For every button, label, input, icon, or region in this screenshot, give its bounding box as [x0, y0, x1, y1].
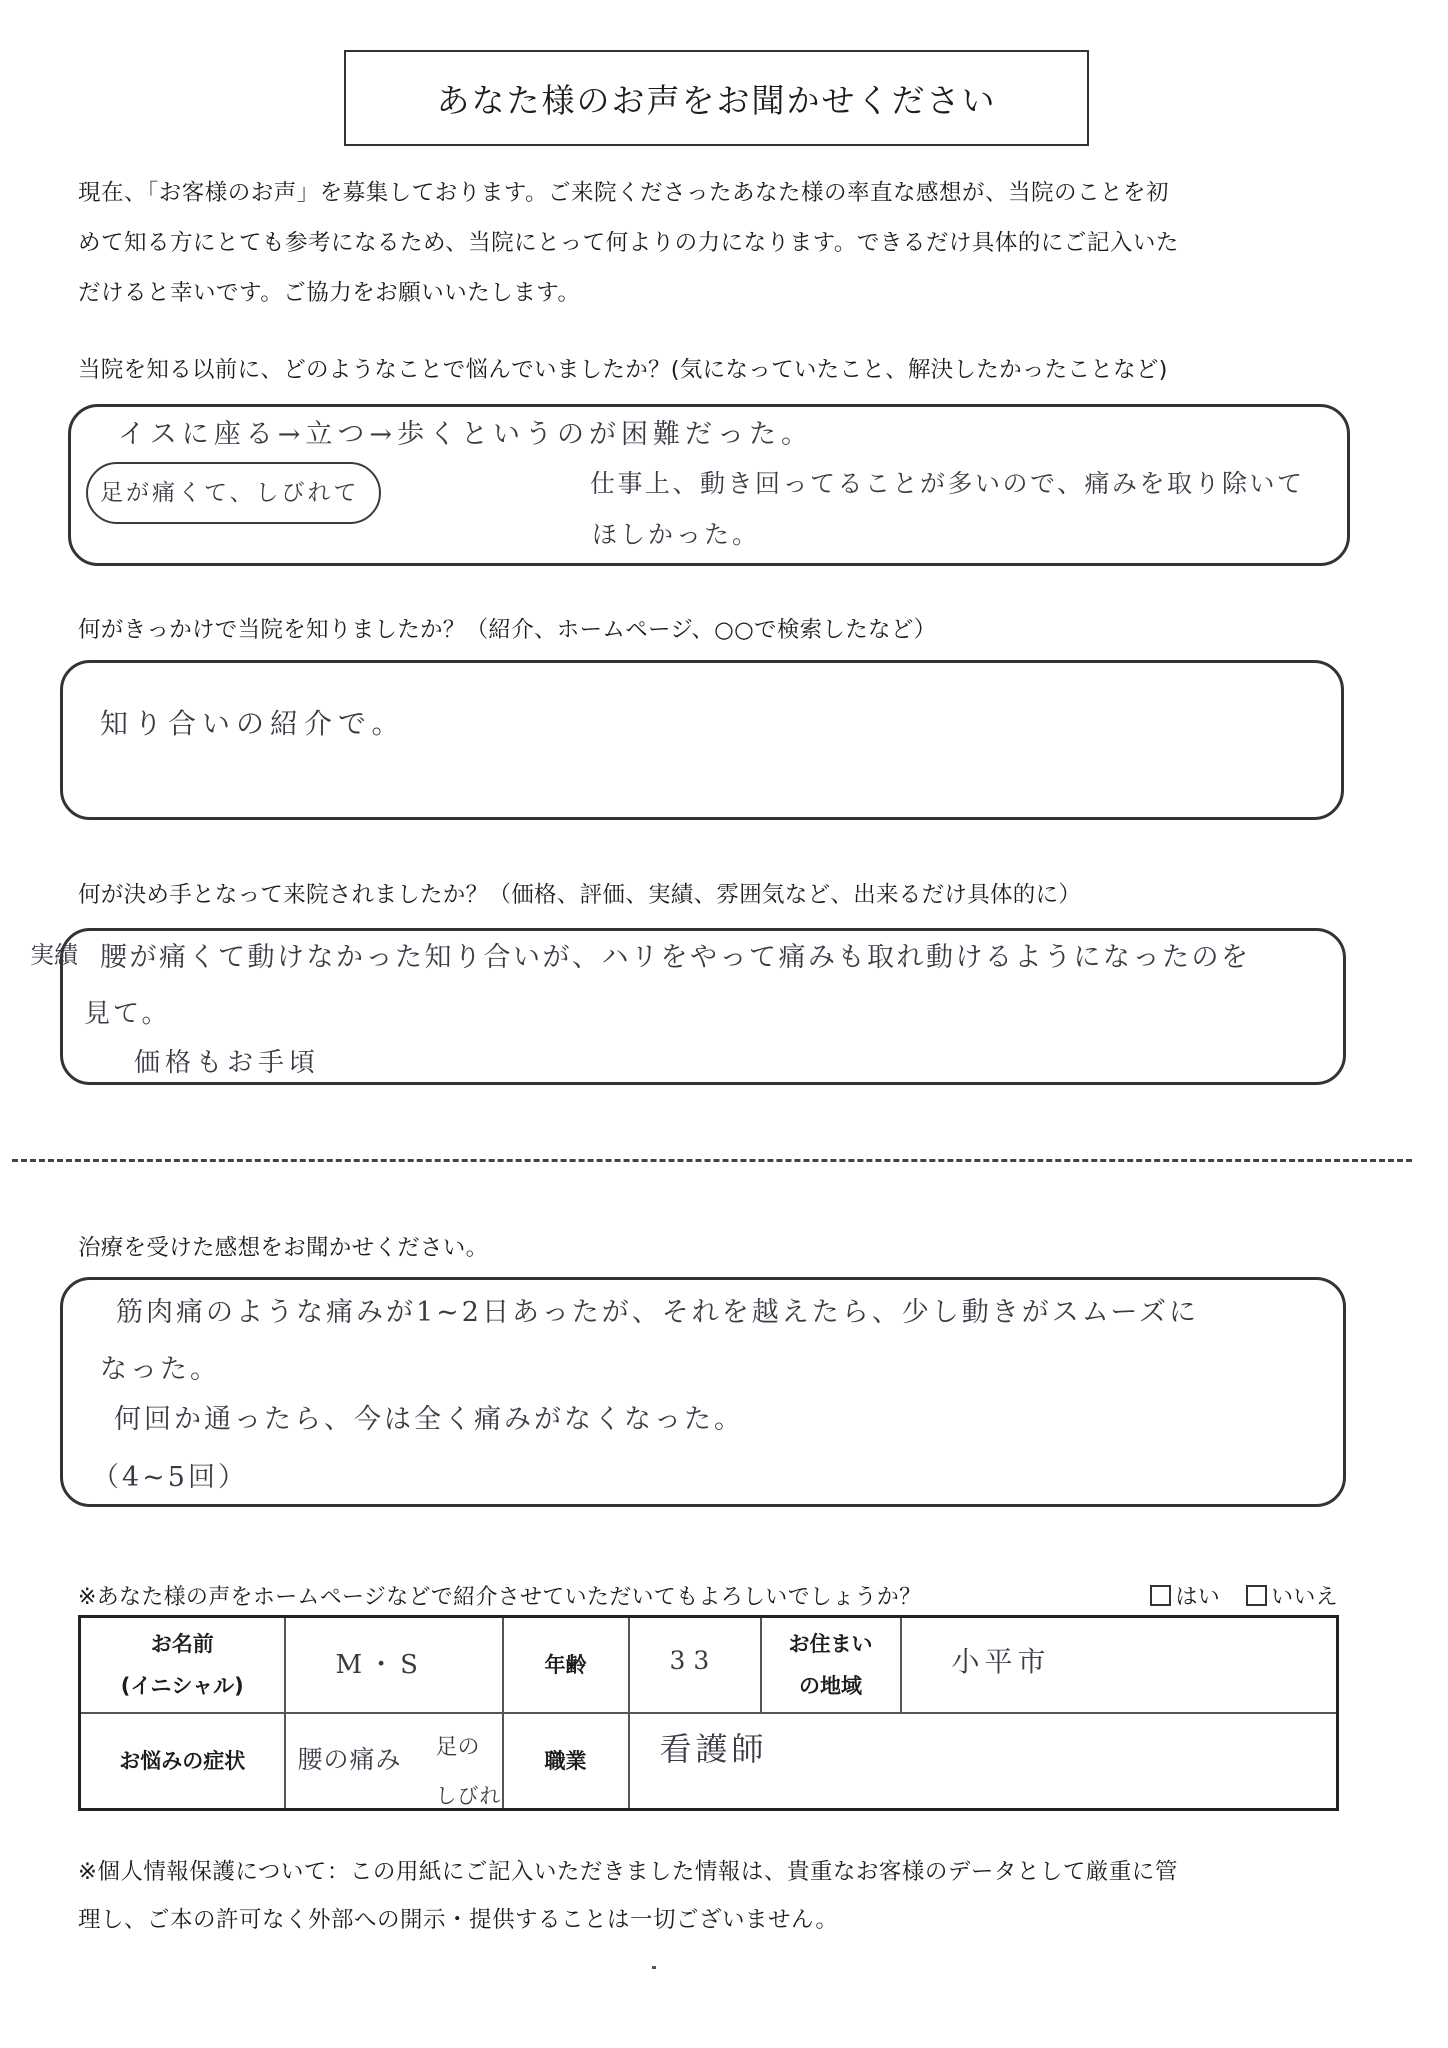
name-field[interactable] — [285, 1617, 503, 1713]
privacy-line: ※個人情報保護について：この用紙にご記入いただきました情報は、貴重なお客様のデータとして厳重に管 — [78, 1859, 1178, 1885]
answer-3-line-2: 見て。 — [84, 999, 171, 1029]
answer-3-line-1: 腰が痛くて動けなかった知り合いが、ハリをやって痛みも取れ動けるようになったのを — [100, 942, 1251, 973]
answer-3-line-3: 価格もお手頃 — [134, 1048, 321, 1078]
area-label: お住まい の地域 — [761, 1617, 901, 1713]
intro-line: 現在、「お客様のお声」を募集しております。ご来院くださったあなた様の率直な感想が、当院のことを初 — [78, 180, 1169, 206]
name-label: お名前 (イニシャル) — [80, 1617, 285, 1713]
section-divider — [12, 1159, 1412, 1162]
intro-line: めて知る方にとても参考になるため、当院にとって何よりの力になります。できるだけ具体的にご記入いた — [78, 230, 1179, 256]
answer-4-line-2: なった。 — [100, 1354, 220, 1385]
job-label: 職業 — [503, 1713, 629, 1810]
form-title: あなた様のお声をお聞かせください — [344, 50, 1089, 146]
symptom-field[interactable] — [285, 1713, 503, 1810]
consent-question: ※あなた様の声をホームページなどで紹介させていただいてもよろしいでしょうか？ — [78, 1585, 922, 1610]
answer-1-line-2: 仕事上、動き回ってることが多いので、痛みを取り除いて — [590, 469, 1305, 498]
question-2: 何がきっかけで当院を知りましたか？（紹介、ホームページ、○○で検索したなど） — [78, 617, 937, 643]
consent-yes-option[interactable] — [1150, 1580, 1220, 1611]
consent-yes-label: はい — [1175, 1585, 1221, 1610]
privacy-note — [78, 1848, 1350, 1944]
question-4: 治療を受けた感想をお聞かせください。 — [78, 1235, 489, 1261]
privacy-line: 理し、ご本の許可なく外部への開示・提供することは一切ございません。 — [78, 1907, 839, 1933]
question-1: 当院を知る以前に、どのようなことで悩んでいましたか？(気になっていたこと、解決したかったことなど) — [78, 357, 1168, 383]
intro-paragraph — [78, 168, 1358, 318]
symptom-value-2: 足の — [435, 1734, 480, 1760]
consent-no-option[interactable] — [1246, 1580, 1338, 1611]
scan-speck — [652, 1966, 656, 1969]
no-checkbox[interactable] — [1246, 1585, 1267, 1606]
symptom-value-3: しびれ — [435, 1783, 502, 1808]
answer-4-line-4: （4~5回） — [92, 1462, 248, 1493]
area-field[interactable] — [901, 1617, 1338, 1713]
area-value: 小平市 — [951, 1645, 1051, 1678]
job-value: 看護師 — [659, 1729, 768, 1768]
answer-1-line-1: イスに座る→立つ→歩くというのが困難だった。 — [118, 419, 813, 450]
age-value: 33 — [669, 1646, 718, 1675]
age-field[interactable] — [629, 1617, 761, 1713]
symptom-label: お悩みの症状 — [80, 1713, 285, 1810]
age-label: 年齢 — [503, 1617, 629, 1713]
answer-1-line-3: ほしかった。 — [592, 520, 761, 549]
name-value: M・S — [335, 1650, 424, 1680]
symptom-value-1: 腰の痛み — [297, 1744, 402, 1774]
question-3: 何が決め手となって来院されましたか？（価格、評価、実績、雰囲気など、出来るだけ具体的に） — [78, 882, 1082, 908]
publish-consent — [78, 1580, 1338, 1611]
job-field[interactable] — [629, 1713, 1338, 1810]
intro-line: だけると幸いです。ご協力をお願いいたします。 — [78, 280, 581, 306]
answer-4-line-3: 何回か通ったら、今は全く痛みがなくなった。 — [114, 1404, 744, 1435]
answer-2: 知り合いの紹介で。 — [100, 707, 406, 740]
answer-4-line-1: 筋肉痛のような痛みが1~2日あったが、それを越えたら、少し動きがスムーズに — [116, 1297, 1200, 1328]
consent-no-label: いいえ — [1271, 1585, 1338, 1610]
answer-1-circled: 足が痛くて、しびれて — [100, 480, 360, 506]
yes-checkbox[interactable] — [1150, 1585, 1171, 1606]
answer-3-prefix: 実績 — [30, 941, 78, 969]
customer-info-table — [78, 1615, 1339, 1811]
